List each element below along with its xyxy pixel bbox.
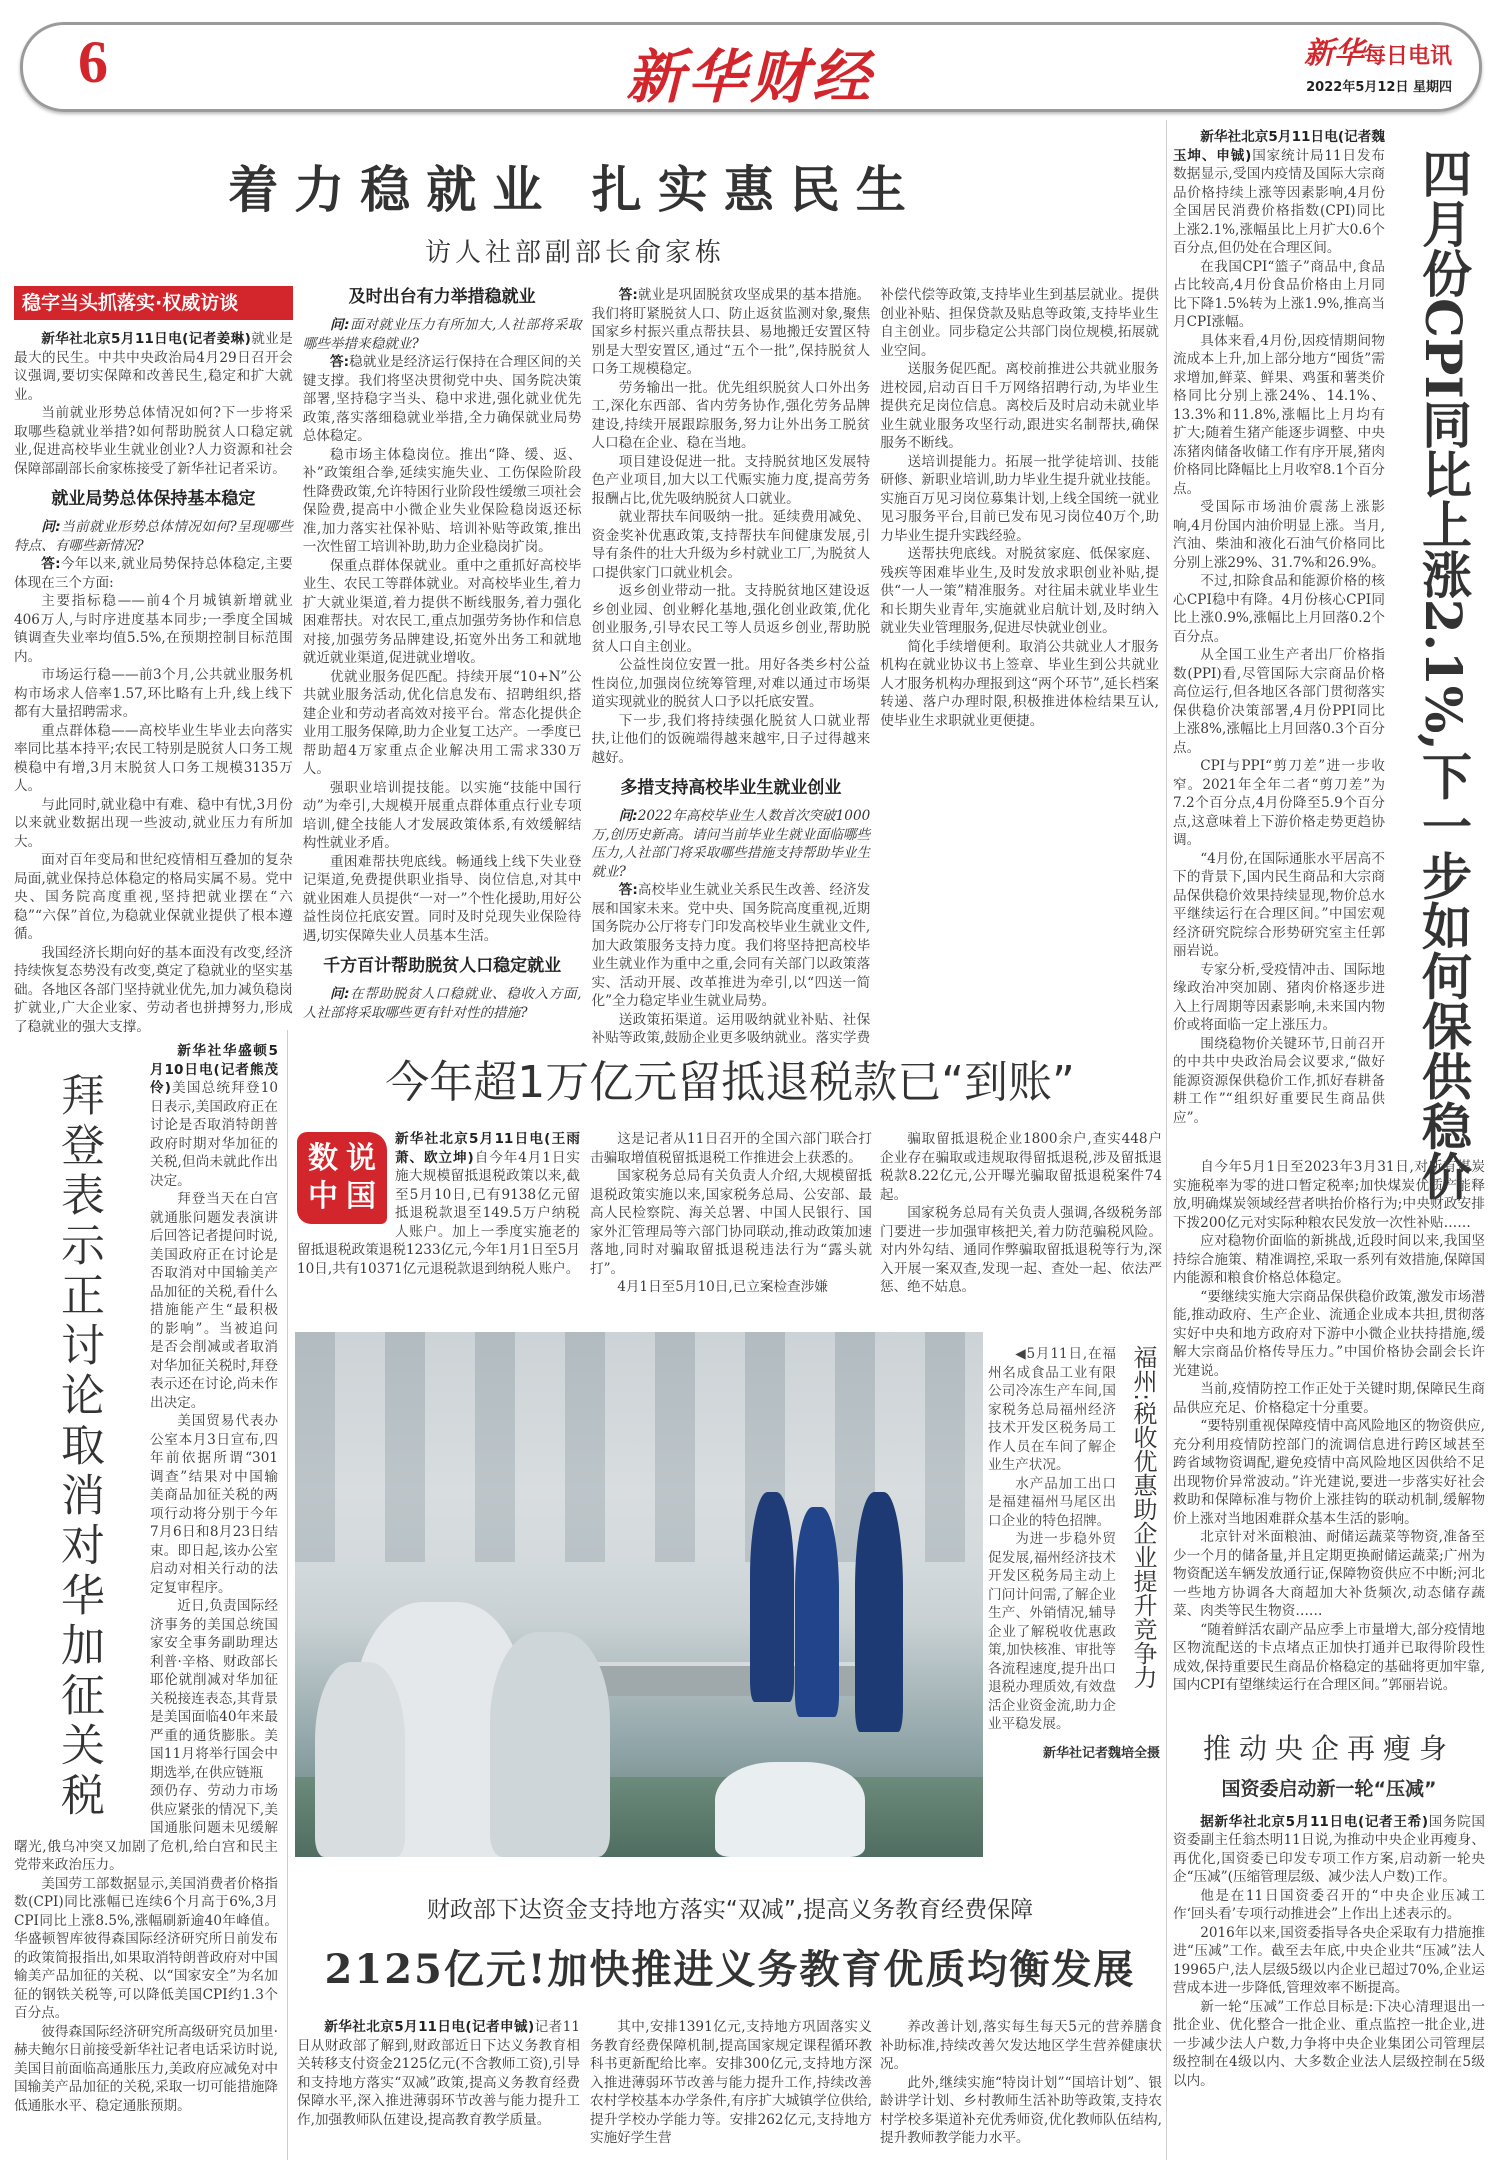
paragraph-text: 2022年高校毕业生人数首次突破1000万,创历史新高。请问当前毕业生就业面临哪些压力,人社部门将采取哪些措施支持帮助毕业生就业?: [591, 808, 871, 880]
paragraph-text: 就业是巩固脱贫攻坚成果的基本措施。我们将盯紧脱贫人口、防止返贫监测对象,聚焦国家乡村振兴重点帮扶县、易地搬迁安置区特别是大型安置区,通过“五个一批”,保持脱贫人口务工规模稳定。: [591, 287, 871, 377]
paragraph-text: 从全国工业生产者出厂价格指数(PPI)看,尽管国际大宗商品价格高位运行,但各地区各部门贯彻落实保供稳价决策部署,4月份PPI同比上涨8%,涨幅比上月回落0.3个百分点。: [1173, 647, 1385, 756]
section-heading: [14, 488, 293, 510]
paragraph: [14, 944, 293, 1037]
paragraph-text: 送培训提能力。拓展一批学徒培训、技能研修、新职业培训,助力毕业生提升就业技能。实施百万见习岗位募集计划,上线全国统一就业见习服务平台,目前已发布见习岗位40万个,助力毕业生提升实践经验。: [880, 453, 1159, 544]
page-number: 6: [78, 29, 108, 95]
section-heading: [303, 955, 582, 977]
paragraph-text: 送政策拓渠道。运用吸纳就业补贴、社保补贴等政策,鼓励企业更多吸纳就业。落实学费补偿代偿等政策,支持毕业生到基层就业。提供创业补贴、担保贷款及贴息等政策,支持毕业生自主创业。同步稳定公共部门岗位规模,拓展就业空间。: [591, 287, 1159, 1046]
paragraph-text: 今年以来,就业局势保持总体稳定,主要体现在三个方面:: [14, 556, 293, 591]
question: [592, 807, 871, 881]
paragraph: [14, 851, 293, 944]
paragraph-text: 重点群体稳——高校毕业生毕业去向落实率同比基本持平;农民工特别是脱贫人口务工规模稳中有增,3月末脱贫人口务工规模3135万人。: [14, 722, 293, 794]
biden-headline: 拜登表示正讨论取消对华加征关税: [53, 1072, 104, 1822]
paragraph: [14, 592, 293, 666]
paragraph-text: 保重点群体保就业。重中之重抓好高校毕业生、农民工等群体就业。对高校毕业生,着力扩大就业渠道,着力提供不断线服务,着力强化困难帮扶。对农民工,重点加强劳务协作和信息对接,加强劳务品牌建设,拓宽外出务工和就地就近就业渠道,促进就业增收。: [302, 557, 582, 666]
paragraph: [880, 360, 1159, 453]
paragraph-text: 美国劳工部数据显示,美国消费者价格指数(CPI)同比涨幅已连续6个月高于6%,3月CPI同比上涨8.5%,涨幅刷新逾40年峰值。华盛顿智库彼得森国际经济研究所日前发布的政策简报指出,如果取消特朗普政府对中国输美产品加征的关税、以“国家安全”为名加征的钢铁关税等,可以降低美国CPI约1.3个百分点。: [14, 1875, 278, 2021]
paragraph: [1173, 1887, 1485, 1924]
paragraph-text: “要特别重视保障疫情中高风险地区的物资供应,充分利用疫情防控部门的流调信息进行跨区域甚至跨省域物资调配,避免疫情中高风险地区因供给不足出现物价异常波动。”许光建说,要进一步落实好社会救助和保障标准与物价上涨挂钩的联动机制,缓解物价上涨对当地困难群众基本生活的影响。: [1173, 1418, 1485, 1527]
paragraph: [880, 453, 1159, 546]
education-article-col3: [880, 2018, 1162, 2148]
paragraph: [592, 453, 871, 509]
paragraph: 4月1日至5月10日,已立案检查涉嫌: [617, 1279, 828, 1295]
paragraph-text: 重困难帮扶兜底线。畅通线上线下失业登记渠道,免费提供职业指导、岗位信息,对其中就业困难人员提供“一对一”个性化援助,用好公益性岗位托底安置。同时及时兑现失业保险待遇,切实保障失业人员基本生活。: [302, 853, 582, 944]
lead-label: 新华社北京5月11日电(记者姜琳): [41, 331, 251, 347]
paragraph: [1173, 1528, 1485, 1621]
paragraph-text: 多措支持高校毕业生就业创业: [620, 778, 842, 798]
question: [303, 985, 582, 1022]
paragraph-text: CPI与PPI“剪刀差”进一步收窄。2021年全年二者“剪刀差”为7.2个百分点,4月份降至5.9个百分点,这意味着上下游价格走势更趋协调。: [1173, 758, 1385, 848]
paragraph-text: 记者11日从财政部了解到,财政部近日下达义务教育相关转移支付资金2125亿元(不含教师工资),引导和支持地方落实“双减”政策,提高义务教育经费保障水平,深入推进薄弱环节改善与能力提升工作,加强教师队伍建设,提高教育教学质量。: [297, 2019, 580, 2128]
column-divider: [287, 1030, 288, 2160]
paragraph-text: “随着鲜活农副产品应季上市量增大,部分疫情地区物流配送的卡点堵点正加快打通并已取得阶段性成效,保持重要民生商品价格稳定的基础将更加牢靠,国内CPI有望继续运行在合理区间。”郭丽岩说。: [1173, 1621, 1485, 1693]
paragraph-text: 当前,疫情防控工作正处于关键时期,保障民生商品供应充足、价格稳定十分重要。: [1173, 1381, 1485, 1416]
paragraph: [297, 2018, 580, 2129]
paragraph-text: 拜登当天在白宫就通胀问题发表演讲后回答记者提问时说,美国政府正在讨论是否取消对中国输美产品加征的关税,看什么措施能产生“最积极的影响”。当被追问是否会削减或者取消对华加征关税时,拜登表示还在讨论,尚未作出决定。: [150, 1191, 278, 1411]
paragraph: [592, 881, 871, 1011]
paragraph: ◀5月11日,在福州名成食品工业有限公司冷冻生产车间,国家税务总局福州经济技术开发区税务局工作人员在车间了解企业生产状况。: [988, 1346, 1116, 1473]
paragraph-text: 优就业服务促匹配。持续开展“10+N”公共就业服务活动,优化信息发布、招聘组织,搭建企业和劳动者高效对接平台。常态化提供企业用工服务保障,助力企业复工达产。一季度已帮助超4万家重点企业解决用工需求330万人。: [302, 668, 582, 777]
paragraph: [592, 712, 871, 768]
paragraph: [303, 779, 582, 853]
photo-credit: 新华社记者魏培全摄: [1042, 1746, 1160, 1761]
paragraph: [1173, 1813, 1485, 1887]
newspaper-logo: [1262, 34, 1452, 78]
paragraph: 养改善计划,落实每生每天5元的营养膳食补助标准,持续改善欠发达地区学生营养健康状况。: [880, 2019, 1162, 2072]
newspaper-logo-xinhua: 新华: [1303, 36, 1364, 71]
question: [303, 316, 582, 353]
paragraph-text: 国家统计局11日发布数据显示,受国内疫情及国际大宗商品价格持续上涨等因素影响,4月份全国居民消费价格指数(CPI)同比上涨2.1%,涨幅虽比上月扩大0.6个百分点,但仍处在合理区间。: [1173, 147, 1385, 256]
paragraph: 这是记者从11日召开的全国六部门联合打击骗取增值税留抵退税工作推进会上获悉的。: [590, 1131, 872, 1166]
paragraph-text: 近日,负责国际经济事务的美国总统国家安全事务副助理达利普·辛格、财政部长耶伦就削减对华加征关税接连表态,其背景是美国面临40年来最严重的通货膨胀。美国11月将举行国会中期选举,在供应链瓶: [150, 1598, 278, 1781]
paragraph: [303, 853, 582, 946]
tax-article-col3: [880, 1130, 1162, 1297]
paragraph-text: 稳市场主体稳岗位。推出“降、缓、返、补”政策组合拳,延续实施失业、工伤保险阶段性降费政策,允许特困行业阶段性缓缴三项社会保险费,提高中小微企业失业保险稳岗返还标准,加力落实社保补贴、培训补贴等政策,推出一次性留工培训补助,助力企业稳岗扩岗。: [302, 446, 582, 555]
paragraph-text: 市场运行稳——前3个月,公共就业服务机构市场求人倍率1.57,环比略有上升,线上线下都有大量招聘需求。: [14, 667, 293, 720]
paragraph-text: 就业局势总体保持基本稳定: [51, 489, 256, 509]
stamp-char: 中: [308, 1179, 338, 1214]
paragraph-text: 新一轮“压减”工作总目标是:下决心清理退出一批企业、优化整合一批企业、重点监控一批企业,进一步减少法人户数,力争将中央企业集团公司管理层级控制在4级以内、大多数企业法人层级控制在5级以内。: [1173, 1998, 1485, 2089]
paragraph-text: 2016年以来,国资委指导各央企采取有力措施推进“压减”工作。截至去年底,中央企业共“压减”法人19965户,法人层级5级以内企业已超过70%,企业运营成本进一步降低,管理效率不断提高。: [1173, 1924, 1485, 1996]
paragraph: [592, 508, 871, 582]
paragraph-text: 具体来看,4月份,因疫情期间物流成本上升,加上部分地方“囤货”需求增加,鲜菜、鲜果、鸡蛋和薯类价格同比分别上涨24%、14.1%、13.3%和11.8%,涨幅比上月均有扩大;随着生猪产能逐步调整、中央冻猪肉储备收储工作有序开展,猪肉价格同比降幅比上月收窄8.1个百分点。: [1173, 332, 1385, 497]
paragraph-text: 在我国CPI“篮子”商品中,食品占比较高,4月份食品价格由上月同比下降1.5%转为上涨1.9%,推高当月CPI涨幅。: [1173, 258, 1385, 330]
paragraph: [14, 330, 293, 404]
section-heading: [303, 286, 582, 308]
paragraph: [1173, 1621, 1485, 1695]
dateline: 新华社北京5月11日电(记者申铖): [324, 2019, 535, 2035]
lead-label: 新华社华盛顿5月10日电(记者熊茂伶): [150, 1043, 278, 1096]
interview-headline: 着力稳就业 扎实惠民生: [228, 160, 922, 219]
paragraph: 其中,安排1391亿元,支持地方巩固落实义务教育经费保障机制,提高国家规定课程循环教科书更新配给比率。安排300亿元,支持地方深入推进薄弱环节改善与能力提升工作,持续改善农村学校基本办学条件,有序扩大城镇学位供给,提升学校办学能力等。安排262亿元,支持地方实施好学生营: [590, 2019, 872, 2146]
paragraph-text: 美国总统拜登10日表示,美国政府正在讨论是否取消特朗普政府时期对华加征的关税,但尚未就此作出决定。: [150, 1080, 278, 1189]
paragraph-text: 简化手续增便利。取消公共就业人才服务机构在就业协议书上签章、毕业生到公共就业人才服务机构办理报到这“两个环节”,延长档案转递、落户办理时限,积极推进体检结果互认,使毕业生求职就业更便捷。: [880, 638, 1159, 729]
paragraph-text: 受国际市场油价震荡上涨影响,4月份国内油价明显上涨。当月,汽油、柴油和液化石油气价格同比分别上涨29%、31.7%和26.9%。: [1173, 499, 1385, 571]
paragraph: [1173, 1998, 1485, 2091]
paragraph-text: 不过,扣除食品和能源价格的核心CPI稳中有降。4月份核心CPI同比上涨0.9%,涨幅比上月回落0.2个百分点。: [1173, 573, 1385, 645]
paragraph: [880, 638, 1159, 731]
paragraph-text: “4月份,在国际通胀水平居高不下的背景下,国内民生商品和大宗商品保供稳价效果持续显现,物价总水平继续运行在合理区间。”中国宏观经济研究院综合形势研究室主任郭丽岩说。: [1173, 850, 1385, 959]
paragraph-text: 我国经济长期向好的基本面没有改变,经济持续恢复态势没有改变,奠定了稳就业的坚实基础。各地区各部门坚持就业优先,加力减负稳岗扩就业,广大企业家、劳动者也拼搏努力,形成了稳就业的强大支撑。: [14, 944, 293, 1035]
paragraph-text: 就业是最大的民生。中共中央政治局4月29日召开会议强调,要切实保障和改善民生,稳定和扩大就业。: [14, 331, 293, 403]
paragraph: [1173, 1417, 1485, 1528]
paragraph: [303, 446, 582, 557]
lead-label: 答:: [329, 354, 350, 370]
interview-article: [14, 286, 1159, 1048]
paragraph-text: 自今年4月1日实施大规模留抵退税政策以来,截至5月10日,已有9138亿元留抵退税款退至: [395, 1149, 580, 1221]
lead-label: 问:: [618, 808, 638, 824]
paragraph-text: 及时出台有力举措稳就业: [348, 287, 536, 307]
data-china-stamp-logo: [297, 1132, 387, 1224]
paragraph: 水产品加工出口是福建福州马尾区出口企业的特色招牌。: [988, 1475, 1116, 1529]
education-subheadline: 财政部下达资金支持地方落实“双减”,提高义务教育经费保障: [426, 1897, 1034, 1923]
lead-label: 问:: [329, 317, 350, 333]
paragraph: [303, 353, 582, 446]
soe-subheadline: 国资委启动新一轮“压减”: [1221, 1777, 1437, 1800]
paragraph: [1173, 1288, 1485, 1381]
paragraph-text: 主要指标稳——前4个月城镇新增就业406万人,与时序进度基本同步;一季度全国城镇调查失业率均值5.5%,在预期控制目标范围内。: [14, 593, 293, 665]
paragraph: [1173, 1924, 1485, 1998]
paragraph-text: 当前就业形势总体情况如何?呈现哪些特点、有哪些新情况?: [14, 519, 293, 554]
stamp-char: 国: [346, 1179, 376, 1214]
paragraph: [1173, 1232, 1485, 1288]
paragraph: 骗取留抵退税企业1800余户,查实448户企业存在骗取或违规取得留抵退税,涉及留抵退税款8.22亿元,公开曝光骗取留抵退税案件74起。: [880, 1131, 1162, 1203]
education-headline: 2125亿元!加快推进义务教育优质均衡发展: [324, 1946, 1136, 1993]
cpi-article-body-continued: [1173, 1158, 1485, 1695]
tax-headline: 今年超1万亿元留抵退税款已“到账”: [385, 1057, 1075, 1108]
column-banner: 稳字当头抓落实·权威访谈: [14, 286, 293, 320]
paragraph: [14, 404, 293, 478]
paragraph-text: 围绕稳物价关键环节,日前召开的中共中央政治局会议要求,“做好能源资源保供稳价工作,抓好春耕备耕工作”“组织好重要民生商品供应”。: [1173, 1035, 1385, 1126]
interview-body: [14, 286, 1159, 1048]
paragraph-text: 彼得森国际经济研究所高级研究员加里·赫夫鲍尔日前接受新华社记者电话采访时说,美国目前面临高通胀压力,美政府应减免对中国输美产品加征的关税,采取一切可能措施降低通胀水平、稳定通胀预期。: [14, 2023, 278, 2114]
paragraph-text: 专家分析,受疫情冲击、国际地缘政治冲突加剧、猪肉价格逐步进入上行周期等因素影响,未来国内物价或将面临一定上涨压力。: [1173, 961, 1385, 1033]
lead-label: 新华社北京5月11日电(记者魏玉坤、申铖): [1173, 129, 1385, 164]
right-column: [1173, 128, 1485, 2090]
lead-label: 答:: [618, 287, 638, 303]
column-divider: [1166, 120, 1167, 2160]
lead-label: 据新华社北京5月11日电(记者王希): [1200, 1813, 1429, 1830]
paragraph: [880, 545, 1159, 638]
cpi-headline: 四月份CPI同比上涨2.1%,下一步如何保供稳价: [1414, 148, 1473, 1201]
paragraph-text: 应对稳物价面临的新挑战,近段时间以来,我国坚持综合施策、精准调控,采取一系列有效措施,保障国内能源和粮食价格总体稳定。: [1173, 1233, 1485, 1286]
paragraph: [592, 379, 871, 453]
education-article-col2: [590, 2018, 872, 2148]
issue-date: 2022年5月12日 星期四: [1306, 80, 1452, 95]
paragraph: [14, 1875, 278, 2023]
paragraph-text: 下一步,我们将持续强化脱贫人口就业帮扶,让他们的饭碗端得越来越牢,日子过得越来越好。: [591, 712, 871, 766]
paragraph: [592, 656, 871, 712]
paragraph: [303, 557, 582, 668]
paragraph: [1173, 1380, 1485, 1417]
paragraph: [1173, 1158, 1485, 1232]
paragraph-text: 就业帮扶车间吸纳一批。延续费用减免、资金奖补优惠政策,支持帮扶车间健康发展,引导有条件的壮大升级为乡村就业工厂,为脱贫人口提供家门口就业机会。: [591, 509, 871, 581]
lead-label: 问:: [329, 986, 350, 1002]
paragraph: [303, 668, 582, 779]
paragraph: [592, 286, 871, 379]
newspaper-logo-daily: 每日电讯: [1363, 44, 1452, 69]
paragraph-text: 面对百年变局和世纪疫情相互叠加的复杂局面,就业保持总体稳定的格局实属不易。党中央、国务院高度重视,坚持把就业摆在“六稳”“六保”首位,为稳就业保就业提供了根本遵循。: [14, 852, 293, 942]
lead-label: 答:: [41, 556, 61, 572]
paragraph-text: “要继续实施大宗商品保供稳价政策,激发市场潜能,推动政府、生产企业、流通企业成本共担,贯彻落实好中央和地方政府对下游中小微企业扶持措施,缓解大宗商品价格传导压力。”中国价格协会副会长许光建说。: [1173, 1288, 1485, 1379]
tax-article-col1: [297, 1130, 580, 1278]
stamp-char: 数: [308, 1141, 338, 1176]
news-photo-factory-workshop: [295, 1332, 983, 1857]
paragraph-text: 当前就业形势总体情况如何?下一步将采取哪些稳就业举措?如何帮助脱贫人口稳定就业,促进高校毕业生就业创业?人力资源和社会保障部副部长俞家栋接受了新华社记者采访。: [14, 405, 293, 477]
interview-subheadline: 访人社部副部长俞家栋: [424, 238, 725, 268]
section-heading: [592, 777, 871, 799]
paragraph-text: 送帮扶兜底线。对脱贫家庭、低保家庭、残疾等困难毕业生,及时发放求职创业补贴,提供“一人一策”精准服务。对往届未就业毕业生和长期失业青年,实施就业启航计划,及时纳入就业失业管理服务,促进尽快就业创业。: [880, 546, 1159, 636]
paragraph-text: 稳就业是经济运行保持在合理区间的关键支撑。我们将坚决贯彻党中央、国务院决策部署,坚持稳字当头、稳中求进,强化就业优先政策,落实落细稳就业举措,全力确保就业局势总体稳定。: [302, 354, 582, 444]
question: [14, 518, 293, 555]
lead-label: 答:: [618, 882, 638, 898]
tax-article-col2: [590, 1130, 872, 1297]
paragraph-text: 在帮助脱贫人口稳就业、稳收入方面,人社部将采取哪些更有针对性的措施?: [302, 986, 582, 1021]
paragraph-text: 颈仍存、劳动力市场供应紧张的情况下,美国通胀问题未见缓解曙光,俄乌冲突又加剧了危机,给白宫和民主党带来政治压力。: [14, 1783, 278, 1873]
stamp-char: 说: [346, 1141, 376, 1176]
paragraph-text: 北京针对米面粮油、耐储运蔬菜等物资,准备至少一个月的储备量,并且定期更换耐储运蔬菜;广州为物资配送车辆发放通行证,保障物资供应不中断;河北一些地方协调各大商超加大补货频次,动态储存蔬菜、肉类等民生物资……: [1173, 1529, 1485, 1619]
photo-title: 福州:税收优惠助企业提升竞争力: [1129, 1345, 1157, 1690]
dateline: 新华社北京5月11日电(王雨萧、欧立坤): [395, 1131, 580, 1166]
paragraph-text: 与此同时,就业稳中有难、稳中有忧,3月份以来就业数据出现一些波动,就业压力有所加大。: [14, 796, 293, 850]
section-logo: 新华财经: [625, 43, 874, 111]
paragraph-text: 公益性岗位安置一批。用好各类乡村公益性岗位,加强岗位统筹管理,对难以通过市场渠道实现就业的脱贫人口予以托底安置。: [591, 657, 871, 710]
soe-headline: 推动央企再瘦身: [1202, 1731, 1455, 1765]
biden-article: [14, 1042, 278, 2115]
paragraph-text: 劳务输出一批。优先组织脱贫人口外出务工,深化东西部、省内劳务协作,强化劳务品牌建设,持续开展跟踪服务,努力让外出务工脱贫人口稳在企业、稳在当地。: [591, 379, 871, 451]
paragraph: [14, 666, 293, 722]
paragraph: [14, 555, 293, 592]
paragraph: [14, 2023, 278, 2116]
paragraph-text: 国务院国资委副主任翁杰明11日说,为推动中央企业再瘦身、再优化,国资委已印发专项工作方案,启动新一轮央企“压减”(压缩管理层级、减少法人户数)工作。: [1173, 1813, 1486, 1885]
paragraph-text: 他是在11日国资委召开的“中央企业压减工作‘回头看’专项行动推进会”上作出上述表示的。: [1173, 1887, 1485, 1922]
paragraph-text: 项目建设促进一批。支持脱贫地区发展特色产业项目,加大以工代赈实施力度,提高劳务报酬占比,优先吸纳脱贫人口就业。: [591, 453, 871, 507]
paragraph-text: 千方百计帮助脱贫人口稳定就业: [323, 956, 562, 976]
soe-article-body: [1173, 1813, 1485, 2091]
education-article-col1: [297, 2018, 580, 2129]
paragraph-text: 送服务促匹配。离校前推进公共就业服务进校园,启动百日千万网络招聘行动,为毕业生提供充足岗位信息。离校后及时启动未就业毕业生就业服务攻坚行动,跟进实名制帮扶,确保服务不断线。: [880, 361, 1159, 451]
paragraph: [14, 722, 293, 796]
paragraph: [592, 582, 871, 656]
paragraph: 为进一步稳外贸促发展,福州经济技术开发区税务局主动上门问计问需,了解企业生产、外销情况,辅导企业了解税收优惠政策,加快核准、审批等各流程速度,提升出口退税办理质效,有效盘活企业资金流,助力企业平稳发展。: [988, 1531, 1116, 1732]
photo-caption-block: [988, 1345, 1160, 1762]
paragraph: 此外,继续实施“特岗计划”“国培计划”、银龄讲学计划、乡村教师生活补助等政策,支持农村学校多渠道补充优秀师资,优化教师队伍结构,提升教师教学能力水平。: [880, 2074, 1162, 2146]
lead-label: 问:: [41, 519, 61, 535]
paragraph: 国家税务总局有关负责人介绍,大规模留抵退税政策实施以来,国家税务总局、公安部、最高人民检察院、海关总署、中国人民银行、国家外汇管理局等六部门协同联动,推动政策加速落地,同时对骗取留抵退税违法行为“露头就打”。: [590, 1168, 872, 1277]
paragraph-text: 美国贸易代表办公室本月3日宣布,四年前依据所谓“301调查”结果对中国输美商品加征关税的两项行动将分别于今年7月6日和8月23日结束。即日起,该办公室启动对相关行动的法定复审程序。: [150, 1413, 278, 1596]
paragraph-text: 面对就业压力有所加大,人社部将采取哪些举措来稳就业?: [302, 317, 582, 352]
paragraph-text: 强职业培训提技能。以实施“技能中国行动”为牵引,大规模开展重点群体重点行业专项培训,健全技能人才发展政策体系,有效缓解结构性就业矛盾。: [302, 779, 582, 851]
paragraph-text: 返乡创业带动一批。支持脱贫地区建设返乡创业园、创业孵化基地,强化创业政策,优化创业服务,引导农民工等人员返乡创业,帮助脱贫人口自主创业。: [591, 583, 871, 655]
paragraph-text-continued: 149.5万户纳税人账户。加上一季度实施老的留抵退税政策退税1233亿元,今年1月1日至5月10日,共有10371亿元退税款退到纳税人账户。: [297, 1205, 581, 1277]
paragraph-text: 高校毕业生就业关系民生改善、经济发展和国家未来。党中央、国务院高度重视,近期国务院办公厅将专门印发高校毕业生就业文件,加大政策服务支持力度。我们将坚持把高校毕业生就业作为重中之重,会同有关部门以政策落实、活动开展、改革推进为牵引,以“四送一简化”全力稳定毕业生就业局势。: [591, 882, 871, 1009]
paragraph-text: 自今年5月1日至2023年3月31日,对所有煤炭实施税率为零的进口暂定税率;加快煤炭优质产能释放,明确煤炭领域经营者哄抬价格行为;中央财政安排下拨200亿元对实际种粮农民发放一次性补贴……: [1173, 1159, 1485, 1231]
paragraph: [14, 796, 293, 852]
paragraph: 国家税务总局有关负责人强调,各级税务部门要进一步加强审核把关,着力防范骗税风险。对内外勾结、通同作弊骗取留抵退税等行为,深入开展一案双查,发现一起、查处一起、依法严惩、绝不姑息。: [880, 1205, 1162, 1295]
